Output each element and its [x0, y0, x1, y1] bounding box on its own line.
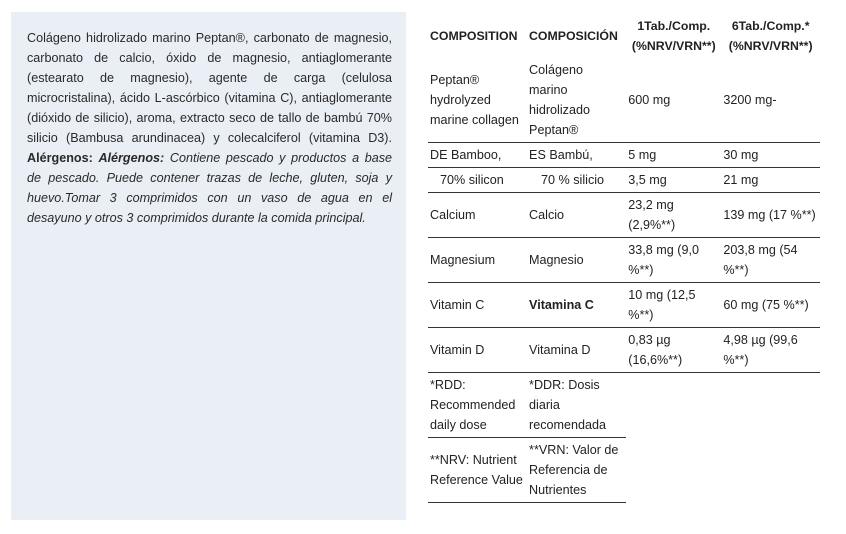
cell-6tab: 4,98 µg (99,6 %**): [721, 328, 820, 373]
header-6tab: 6Tab./Comp.* (%NRV/VRN**): [728, 19, 813, 53]
table-note-row: [428, 438, 820, 503]
cell-6tab: 21 mg: [721, 168, 820, 193]
cell-en: DE Bamboo,: [428, 143, 527, 168]
cell-1tab: 3,5 mg: [626, 168, 721, 193]
table-note-row: [428, 373, 820, 438]
cell-es: 70 % silicio: [527, 168, 626, 193]
cell-en: Magnesium: [428, 238, 527, 283]
ingredients-text: [27, 28, 392, 228]
table-row: [428, 143, 820, 168]
cell-en: Peptan® hydrolyzed marine collagen: [428, 58, 527, 143]
cell-es: Vitamina D: [527, 328, 626, 373]
table-row: [428, 283, 820, 328]
cell-en: Vitamin D: [428, 328, 527, 373]
allergens-italic-label: Alérgenos:: [98, 151, 165, 165]
cell-6tab: 139 mg (17 %**): [721, 193, 820, 238]
cell-1tab: 600 mg: [626, 58, 721, 143]
cell-es: Vitamina C: [527, 283, 626, 328]
cell-1tab: 33,8 mg (9,0 %**): [626, 238, 721, 283]
header-composition: COMPOSITION: [430, 29, 518, 43]
header-composicion: COMPOSICIÓN: [529, 29, 618, 43]
allergens-label: Alérgenos:: [27, 151, 93, 165]
cell-6tab: 3200 mg-: [721, 58, 820, 143]
cell-6tab: 30 mg: [721, 143, 820, 168]
table-row: [428, 328, 820, 373]
composition-table: [428, 14, 820, 503]
note-en: *RDD: Recommended daily dose: [428, 373, 527, 438]
note-es: *DDR: Dosis diaria recomendada: [527, 373, 626, 438]
cell-en: Calcium: [428, 193, 527, 238]
cell-6tab: 60 mg (75 %**): [721, 283, 820, 328]
cell-1tab: 5 mg: [626, 143, 721, 168]
cell-es: ES Bambú,: [527, 143, 626, 168]
table-row: [428, 58, 820, 143]
ingredients-list: Colágeno hidrolizado marino Peptan®, carbonato de magnesio, carbonato de calcio, óxido de magnesio, antiaglomerante (estearato de magnesio), agente de carga (celulosa microcristalina), ácido L-ascórbico (vitamina C), antiaglomerante (dióxido de silicio), aroma, extracto seco de tallo de bambú 70% silicio (Bambusa arundinacea) y colecalciferol (vitamina D3).: [27, 31, 392, 145]
note-es: **VRN: Valor de Referencia de Nutrientes: [527, 438, 626, 503]
ingredients-panel: [11, 12, 406, 520]
cell-es: Calcio: [527, 193, 626, 238]
cell-en: 70% silicon: [428, 168, 527, 193]
table-header-row: [428, 14, 820, 58]
cell-1tab: 10 mg (12,5 %**): [626, 283, 721, 328]
cell-es: Magnesio: [527, 238, 626, 283]
cell-en: Vitamin C: [428, 283, 527, 328]
table-row: [428, 238, 820, 283]
cell-6tab: 203,8 mg (54 %**): [721, 238, 820, 283]
cell-1tab: 23,2 mg (2,9%**): [626, 193, 721, 238]
table-row: [428, 193, 820, 238]
header-1tab: 1Tab./Comp. (%NRV/VRN**): [631, 19, 716, 53]
table-row: [428, 168, 820, 193]
cell-1tab: 0,83 µg (16,6%**): [626, 328, 721, 373]
allergens-text: Contiene pescado y productos a base de pescado. Puede contener trazas de leche, gluten, soja y huevo.Tomar 3 comprimidos con un vaso de agua en el desayuno y otros 3 comprimidos durante la comida principal.: [27, 151, 393, 225]
cell-es: Colágeno marino hidrolizado Peptan®: [527, 58, 626, 143]
note-en: **NRV: Nutrient Reference Value: [428, 438, 527, 503]
